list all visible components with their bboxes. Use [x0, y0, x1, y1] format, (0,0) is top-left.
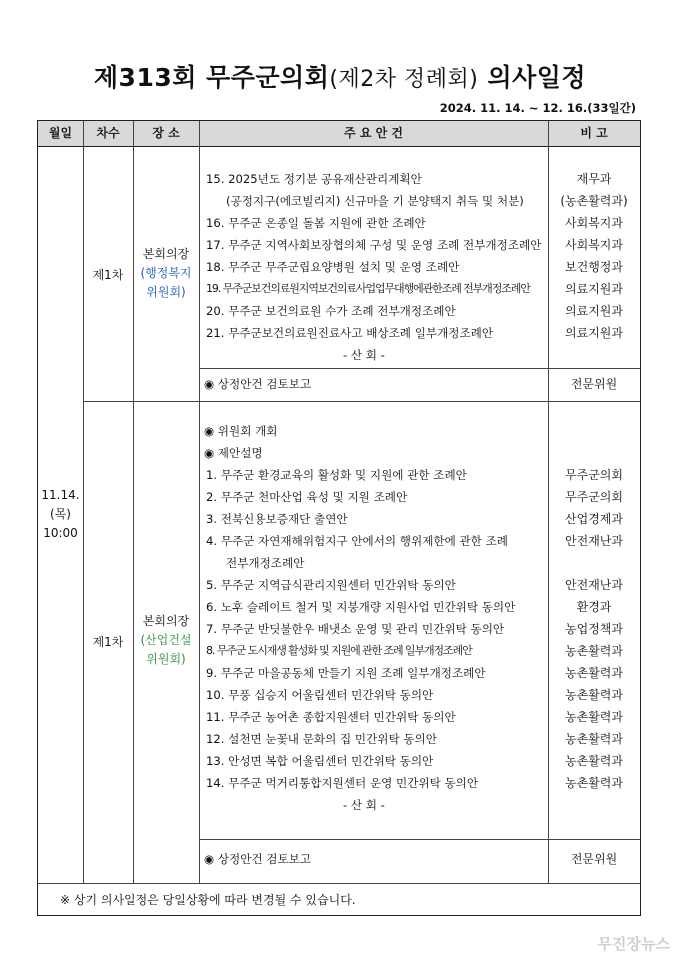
committee-opening: ◉ 위원회 개회: [204, 424, 278, 438]
agenda-item: 17. 무주군 지역사회보장협의체 구성 및 운영 조례 전부개정조례안: [206, 238, 542, 252]
committee-label: 위원회): [146, 285, 186, 299]
committee-label: 위원회): [146, 652, 186, 666]
block1-place: [133, 245, 199, 302]
dept-label: 의료지원과: [565, 304, 623, 318]
meeting-time: 10:00: [43, 526, 78, 540]
header-place: 장 소: [152, 126, 180, 140]
agenda-item: 6. 노후 슬레이트 철거 및 지붕개량 지원사업 민간위탁 동의안: [206, 600, 516, 614]
dept-label: 환경과: [576, 600, 612, 614]
title-tail: 의사일정: [478, 63, 587, 92]
agenda-item: 4. 무주군 자연재해위험지구 안에서의 행위제한에 관한 조례: [206, 534, 508, 548]
dept-label: 산업경제과: [565, 512, 623, 526]
dept-label: 농촌활력과: [565, 644, 623, 658]
agenda-item: 18. 무주군 무주군립요양병원 설치 및 운영 조례안: [206, 260, 460, 274]
agenda-item: 1. 무주군 환경교육의 활성화 및 지원에 관한 조례안: [206, 468, 467, 482]
agenda-item: 16. 무주군 온종일 돌봄 지원에 관한 조례안: [206, 216, 426, 230]
title-main: 제313회 무주군의회: [93, 63, 330, 92]
header-month-day: 월일: [48, 126, 73, 140]
block1-session: 제1차: [92, 268, 124, 282]
col-divider: [133, 121, 134, 883]
dept-label: 농촌활력과: [565, 754, 623, 768]
committee-label: (행정복지: [140, 266, 192, 280]
header-remarks: 비 고: [580, 126, 608, 140]
agenda-item: 20. 무주군 보건의료원 수가 조례 전부개정조례안: [206, 304, 456, 318]
agenda-item: 21. 무주군보건의료원진료사고 배상조례 일부개정조례안: [206, 326, 494, 340]
dept-label: (농촌활력과): [560, 194, 628, 208]
dept-label: 무주군의회: [565, 490, 623, 504]
agenda-item: 7. 무주군 반딧불한우 배냇소 운영 및 관리 민간위탁 동의안: [206, 622, 505, 636]
watermark: 무진장뉴스: [597, 935, 670, 953]
dept-label: 보건행정과: [565, 260, 623, 274]
agenda-item: 9. 무주군 마을공동체 만들기 지원 조례 일부개정조례안: [206, 666, 486, 680]
date-line: 11.14.: [41, 488, 80, 502]
agenda-table: [37, 120, 641, 916]
block2-session: 제1차: [92, 635, 124, 649]
page-title: [0, 58, 680, 94]
dept-label: 사회복지과: [565, 238, 623, 252]
row-divider: [199, 839, 640, 840]
agenda-item: 19. 무주군보건의료원지역보건의료사업업무대행에관한조례 전부개정조례안: [206, 282, 530, 295]
row-divider: [199, 368, 640, 369]
dept-label: 안전재난과: [565, 534, 623, 548]
committee-label: (산업건설: [140, 633, 192, 647]
dept-label: 무주군의회: [565, 468, 623, 482]
agenda-item: 8. 무주군 도시재생 활성화 및 지원에 관한 조례 일부개정조례안: [206, 644, 472, 657]
dept-label: 농촌활력과: [565, 710, 623, 724]
header-agenda: 주 요 안 건: [344, 126, 403, 140]
agenda-item: (공정지구(에코빌리지) 신규마을 기 분양택지 취득 및 처분): [226, 194, 524, 208]
row-divider: [38, 883, 640, 884]
agenda-item: 전부개정조례안: [226, 556, 305, 570]
block2-place: [133, 612, 199, 669]
dept-label: 의료지원과: [565, 282, 623, 296]
header-session: 차수: [96, 126, 120, 140]
agenda-item: 13. 안성면 복합 어울림센터 민간위탁 동의안: [206, 754, 434, 768]
dept-label: 사회복지과: [565, 216, 623, 230]
agenda-item: 2. 무주군 천마산업 육성 및 지원 조례안: [206, 490, 408, 504]
agenda-item: 3. 전북신용보증재단 출연안: [206, 512, 348, 526]
table-header: [38, 121, 640, 147]
agenda-item: 15. 2025년도 정기분 공유재산관리계획안: [206, 172, 422, 186]
recess-label: - 산 회 -: [343, 798, 385, 812]
col-divider: [199, 121, 200, 883]
recess-label: - 산 회 -: [343, 348, 385, 362]
dept-label: 의료지원과: [565, 326, 623, 340]
col-divider: [83, 121, 84, 883]
dept-label: 농촌활력과: [565, 666, 623, 680]
col-divider: [548, 121, 549, 883]
proposal-explanation: ◉ 제안설명: [204, 446, 263, 460]
place-label: 본회의장: [142, 614, 190, 628]
title-sub: (제2차 정례회): [329, 67, 479, 92]
dept-label: 안전재난과: [565, 578, 623, 592]
weekday: (목): [50, 507, 71, 521]
dept-label: 농촌활력과: [565, 732, 623, 746]
meeting-date: [38, 486, 83, 543]
agenda-item: 12. 설천면 눈꽃내 문화의 집 민간위탁 동의안: [206, 732, 437, 746]
footnote: ※ 상기 의사일정은 당일상황에 따라 변경될 수 있습니다.: [60, 893, 356, 907]
agenda-item: 10. 무풍 십승지 어울림센터 민간위탁 동의안: [206, 688, 434, 702]
agenda-item: 11. 무주군 농어촌 종합지원센터 민간위탁 동의안: [206, 710, 456, 724]
row-divider: [83, 401, 640, 402]
agenda-item: 14. 무주군 먹거리통합지원센터 운영 민간위탁 동의안: [206, 776, 479, 790]
place-label: 본회의장: [142, 247, 190, 261]
dept-label: 전문위원: [570, 377, 618, 391]
review-report: ◉ 상정안건 검토보고: [204, 377, 312, 391]
agenda-item: 5. 무주군 지역급식관리지원센터 민간위탁 동의안: [206, 578, 456, 592]
dept-label: 농업정책과: [565, 622, 623, 636]
dept-label: 재무과: [576, 172, 612, 186]
session-period: 2024. 11. 14. ~ 12. 16.(33일간): [439, 101, 636, 115]
dept-label: 농촌활력과: [565, 776, 623, 790]
dept-label: 전문위원: [570, 852, 618, 866]
review-report: ◉ 상정안건 검토보고: [204, 852, 312, 866]
dept-label: 농촌활력과: [565, 688, 623, 702]
